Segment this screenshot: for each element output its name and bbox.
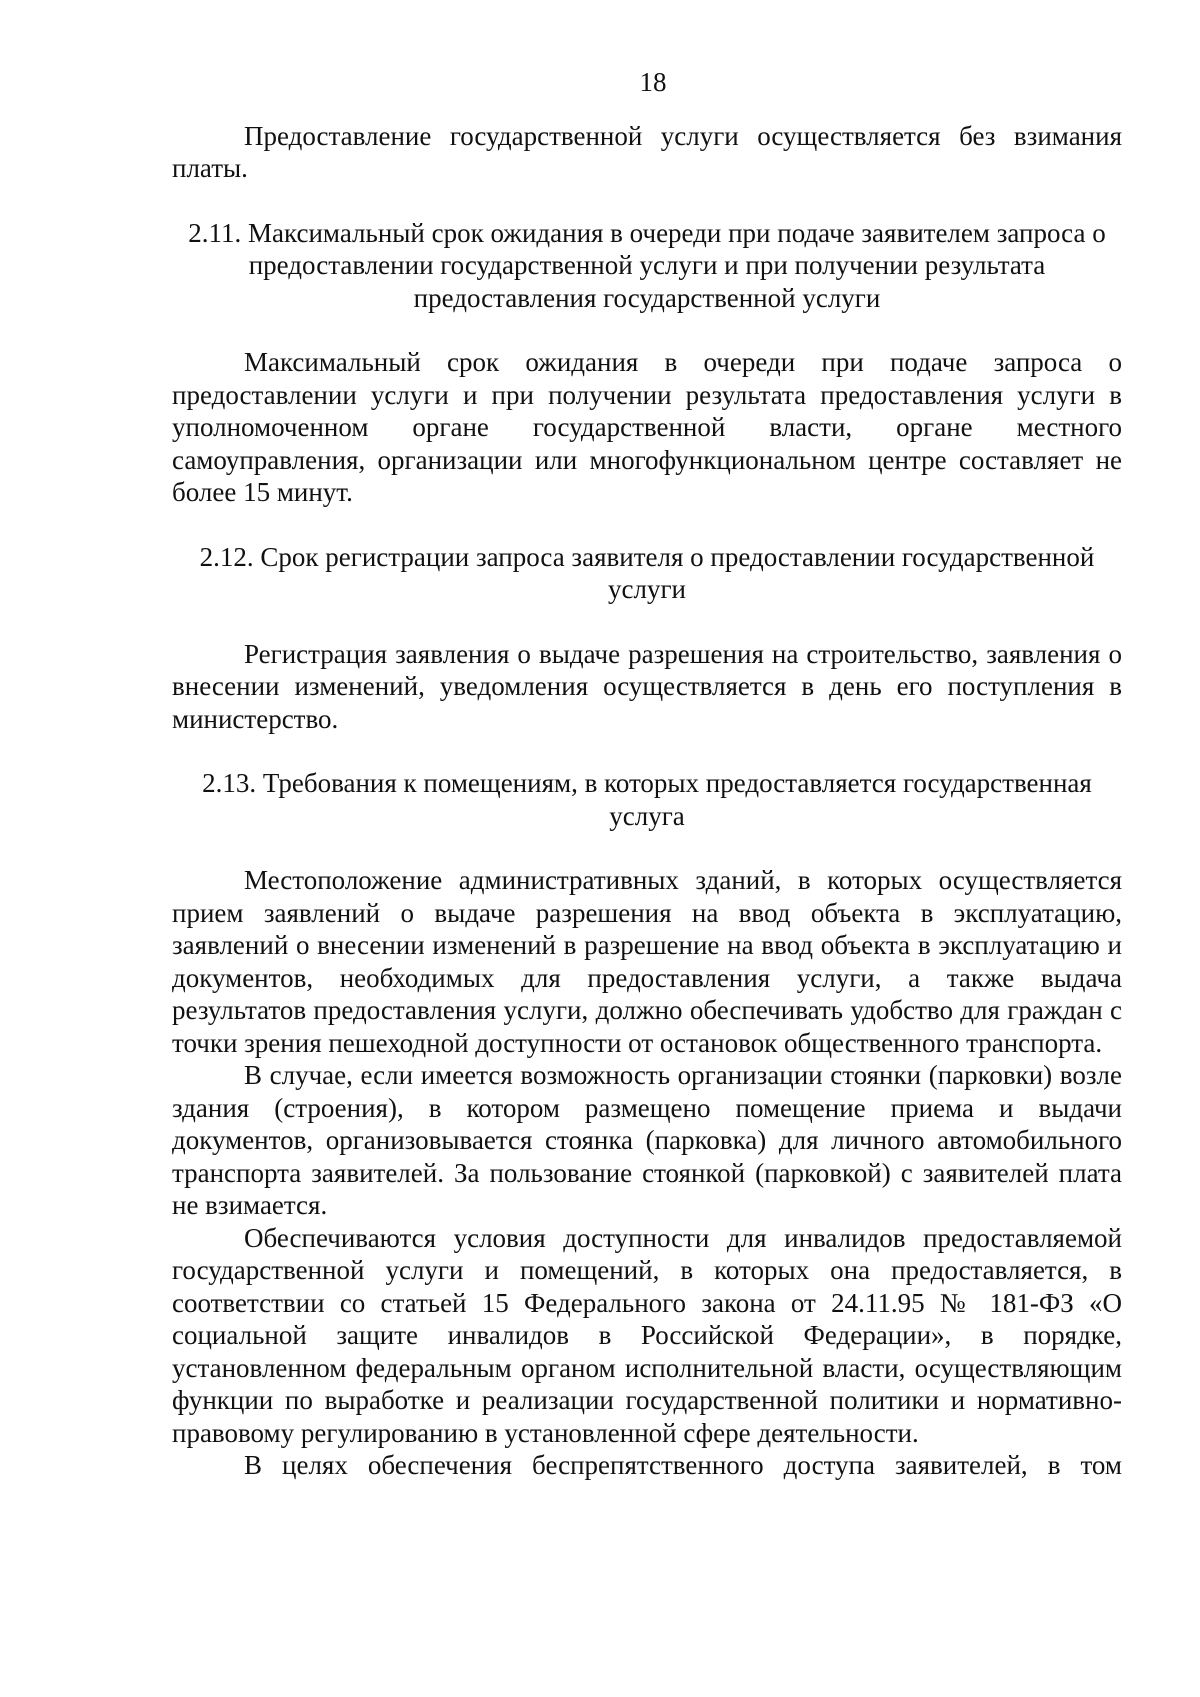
section-heading-2-11: 2.11. Максимальный срок ожидания в очереди при подаче заявителем запроса о предоставлении государственной услуги и при получении результата предоставления государственной услуги [188, 217, 1106, 313]
paragraph-accessibility: Обеспечиваются условия доступности для инвалидов предоставляемой государственной услуги и помещений, в которых она предоставляется, в соответствии со статьей 15 Федерального закона от 24.11.95 № 181-ФЗ «О социальной защите инвалидов в Российской Федерации», в порядке, установленном федеральным органом исполнительной власти, осуществляющим функции по выработке и реализации государственной политики и нормативно-правовому регулированию в установленной сфере деятельности. [172, 1222, 1122, 1448]
page-number: 18 [639, 67, 667, 97]
section-heading-2-12: 2.12. Срок регистрации запроса заявителя о предоставлении государственной услуги [199, 541, 1095, 604]
paragraph-parking: В случае, если имеется возможность организации стоянки (парковки) возле здания (строения), в котором размещено помещение приема и выдачи документов, организовывается стоянка (парковка) для личного автомобильного транспорта заявителей. За пользование стоянкой (парковкой) с заявителей плата не взимается. [172, 1060, 1122, 1220]
section-heading-2-13: 2.13. Требования к помещениям, в которых предоставляется государственная услуга [202, 768, 1092, 831]
paragraph-fee: Предоставление государственной услуги осуществляется без взимания платы. [172, 120, 1122, 183]
paragraph-registration: Регистрация заявления о выдаче разрешения на строительство, заявления о внесении изменений, уведомления осуществляется в день его поступления в министерство. [172, 638, 1122, 734]
paragraph-building-location: Местоположение административных зданий, в которых осуществляется прием заявлений о выдаче разрешения на ввод объекта в эксплуатацию, заявлений о внесении изменений в разрешение на ввод объекта в эксплуатацию и документов, необходимых для предоставления услуги, а также выдача результатов предоставления услуги, должно обеспечивать удобство для граждан с точки зрения пешеходной доступности от остановок общественного транспорта. [172, 865, 1122, 1058]
paragraph-waiting-time: Максимальный срок ожидания в очереди при подаче запроса о предоставлении услуги и при получении результата предоставления услуги в уполномоченном органе государственной власти, органе местного самоуправления, организации или многофункциональном центре составляет не более 15 минут. [172, 347, 1122, 507]
document-page [172, 66, 1122, 1482]
paragraph-unobstructed-access: В целях обеспечения беспрепятственного доступа заявителей, в том [244, 1450, 1122, 1480]
